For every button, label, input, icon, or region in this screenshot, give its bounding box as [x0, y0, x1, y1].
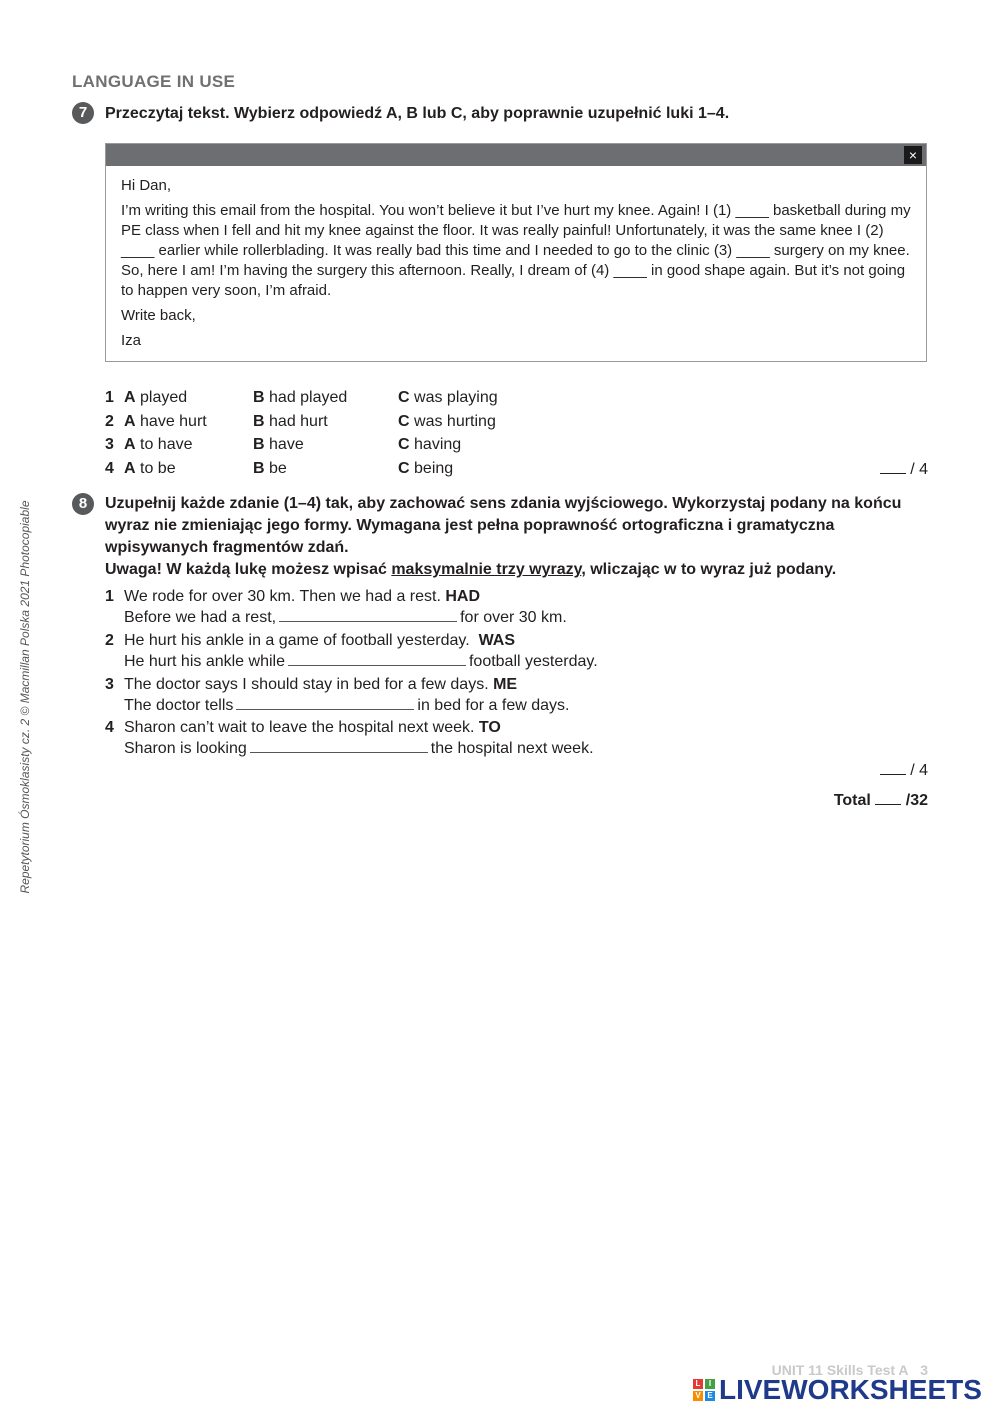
- option-row: [0, 457, 1000, 481]
- option-c[interactable]: C was hurting: [398, 412, 496, 430]
- task-rewrite: The doctor tells in bed for a few days.: [124, 697, 570, 714]
- liveworksheets-logo[interactable]: [693, 1375, 982, 1405]
- task-sentence: Sharon can’t wait to leave the hospital next week. TO: [124, 719, 501, 736]
- exercise-7-number: 7: [72, 102, 94, 124]
- logo-text: LIVEWORKSHEETS: [719, 1374, 982, 1405]
- option-b[interactable]: B had hurt: [253, 412, 328, 430]
- task-number: 2: [105, 632, 114, 649]
- answer-gap[interactable]: [288, 651, 466, 666]
- exercise-8-score: / 4: [880, 760, 928, 780]
- task-number: 1: [105, 588, 114, 605]
- exercise-8-note: Uwaga! W każdą lukę możesz wpisać maksymalnie trzy wyrazy, wliczając w to wyraz już podany.: [105, 561, 837, 578]
- task-rewrite: Before we had a rest, for over 30 km.: [124, 609, 567, 626]
- exercise-8-number: 8: [72, 493, 94, 515]
- email-window: [105, 143, 927, 362]
- option-number: 4: [105, 459, 114, 477]
- task-sentence: We rode for over 30 km. Then we had a rest. HAD: [124, 588, 481, 605]
- email-text: I’m writing this email from the hospital. You won’t believe it but I’ve hurt my knee. Again! I (1) ____ basketball during my PE class when I fell and hit my knee against the floor. It was really painful! Unfortunately, it was the same knee I (2) ____ earlier while rollerblading. It was really bad this time and I needed to go to the clinic (3) ____ surgery on my knee. So, here I am! I’m having the surgery this afternoon. Really, I dream of (4) ____ in good shape again. But it’s not going to happen very soon, I’m afraid.: [121, 202, 911, 299]
- task-rewrite: He hurt his ankle while football yesterday.: [124, 653, 598, 670]
- email-closing: Write back,: [121, 307, 196, 324]
- option-c[interactable]: C having: [398, 436, 462, 453]
- option-b[interactable]: B be: [253, 459, 287, 477]
- section-heading: LANGUAGE IN USE: [72, 72, 236, 91]
- email-body: [106, 166, 926, 351]
- exercise-7-instruction: Przeczytaj tekst. Wybierz odpowiedź A, B lub C, aby poprawnie uzupełnić luki 1–4.: [105, 105, 730, 122]
- option-a[interactable]: A played: [124, 389, 188, 406]
- exercise-8-instruction: Uzupełnij każde zdanie (1–4) tak, aby zachować sens zdania wyjściowego. Wykorzystaj podany na końcu wyraz nie zmieniając jego formy. Wymagana jest pełna poprawność ortograficzna i gramatyczna wpisywanych fragmentów zdań.: [105, 495, 902, 556]
- option-c[interactable]: C being: [398, 459, 454, 477]
- task-sentence: The doctor says I should stay in bed for a few days. ME: [124, 676, 518, 693]
- task-sentence: He hurt his ankle in a game of football yesterday. WAS: [124, 632, 516, 649]
- option-a[interactable]: A have hurt: [124, 412, 207, 430]
- task-number: 3: [105, 676, 114, 693]
- total-blank[interactable]: [875, 790, 901, 805]
- option-row: [0, 433, 1000, 457]
- score-blank[interactable]: [880, 760, 906, 775]
- task-number: 4: [105, 719, 114, 736]
- email-greeting: Hi Dan,: [121, 177, 172, 194]
- answer-gap[interactable]: [236, 695, 414, 710]
- side-copyright: Repetytorium Ósmoklasisty cz. 2 © Macmillan Polska 2021 Photocopiable: [18, 500, 32, 894]
- option-number: 1: [105, 389, 114, 406]
- task-rewrite: Sharon is looking the hospital next week.: [124, 740, 594, 757]
- email-title-bar: [106, 144, 926, 166]
- footer-unit: UNIT 11 Skills Test A 3: [771, 1362, 928, 1378]
- close-icon[interactable]: ×: [904, 146, 922, 164]
- total-score: Total /32: [833, 792, 928, 809]
- option-row: [0, 386, 1000, 410]
- answer-gap[interactable]: [279, 607, 457, 622]
- option-a[interactable]: A to have: [124, 436, 193, 453]
- option-a[interactable]: A to be: [124, 459, 176, 477]
- option-b[interactable]: B had played: [253, 389, 348, 406]
- option-row: [0, 410, 1000, 434]
- exercise-7-score: / 4: [880, 459, 928, 479]
- note-underlined: maksymalnie trzy wyrazy: [391, 561, 582, 578]
- option-b[interactable]: B have: [253, 436, 304, 453]
- email-signature: Iza: [121, 332, 142, 349]
- option-number: 3: [105, 436, 114, 453]
- option-c[interactable]: C was playing: [398, 389, 498, 406]
- logo-mark: L I V E: [693, 1379, 715, 1401]
- answer-gap[interactable]: [250, 738, 428, 753]
- score-blank[interactable]: [880, 459, 906, 474]
- option-number: 2: [105, 412, 114, 430]
